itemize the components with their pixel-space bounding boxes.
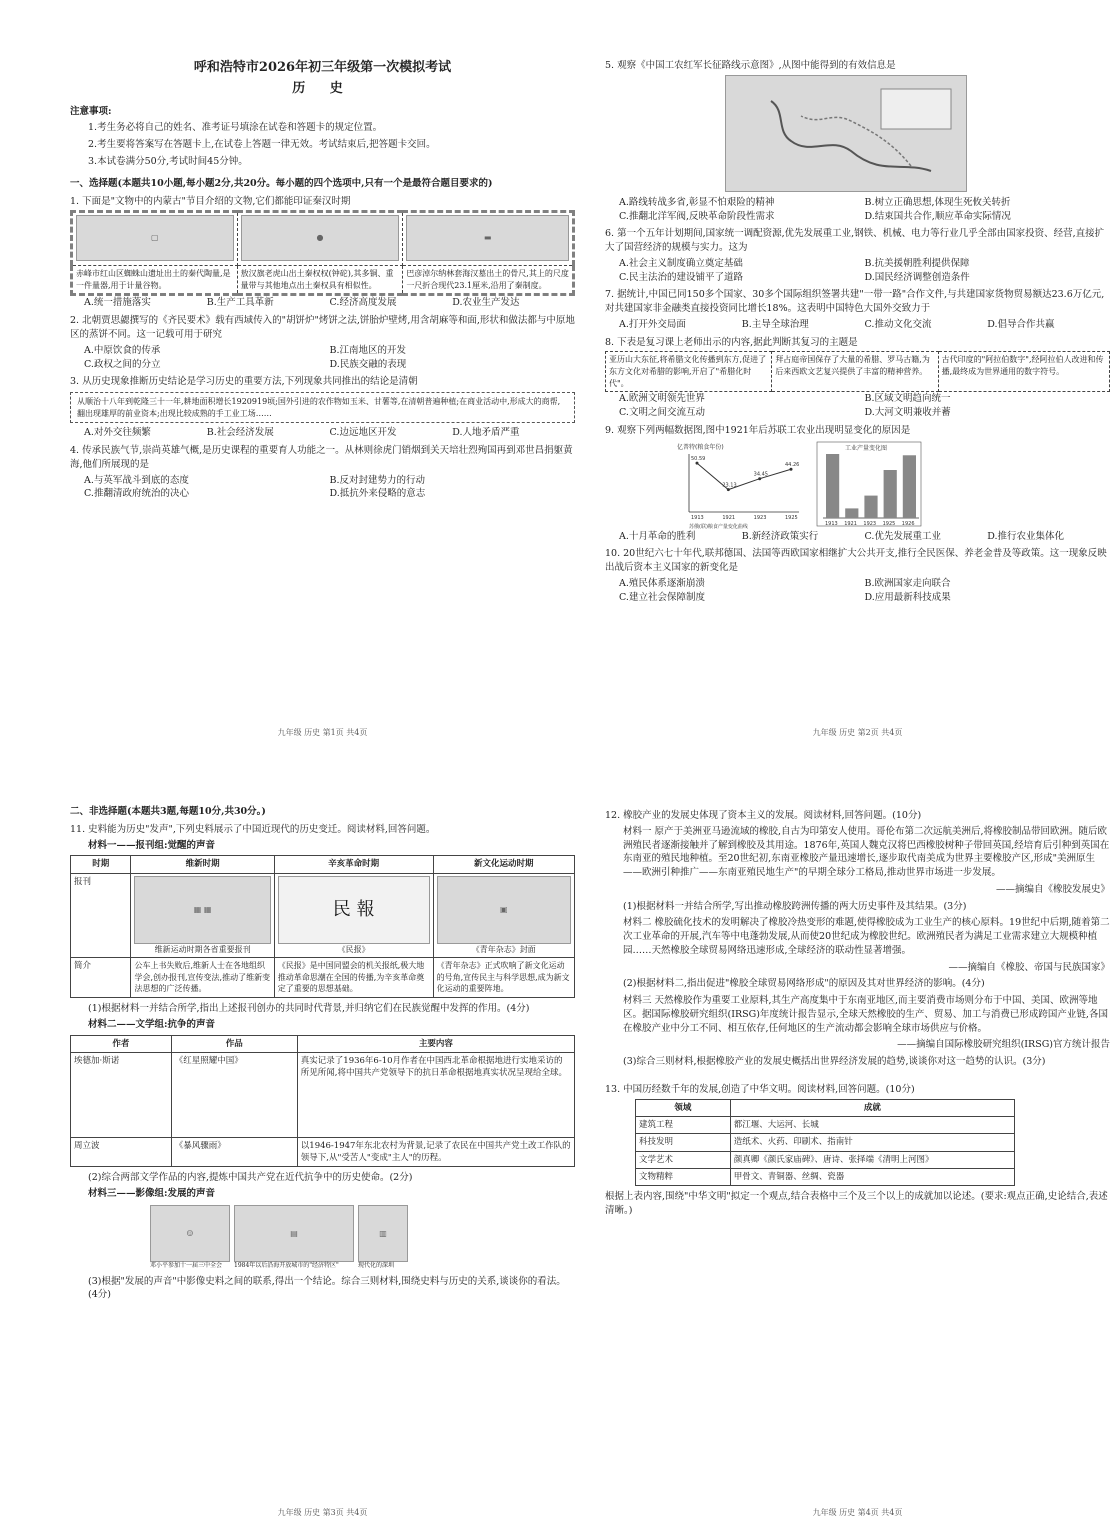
option[interactable]: C.边远地区开发 <box>329 427 397 439</box>
series-line <box>697 463 791 490</box>
x-tick-label: 1913 <box>825 520 838 527</box>
map-icon <box>731 81 961 186</box>
question-1: 1. 下面是"文物中的内蒙古"节目介绍的文物,它们都能印证秦汉时期 <box>70 195 351 207</box>
exam-title: 呼和浩特市2026年初三年级第一次模拟考试 <box>193 60 452 75</box>
long-march-map-image <box>725 75 967 192</box>
caption: 邓小平参加十一届三中全会 <box>150 1261 223 1269</box>
caption: 维新运动时期各省重要报刊 <box>154 944 251 954</box>
option[interactable]: B.反对封建势力的行动 <box>329 474 426 486</box>
bar <box>903 455 916 518</box>
q8-table <box>605 351 1110 392</box>
caption: 《民报》 <box>337 944 370 954</box>
cell: 周立波 <box>71 1137 172 1167</box>
option[interactable]: B.新经济政策实行 <box>741 530 819 542</box>
q8-cell-1: 亚历山大东征,将希腊文化传播到东方,促进了东方文化对希腊的影响,开启了"希腊化时代"。 <box>606 352 772 392</box>
question-11-1: (1)根据材料一并结合所学,指出上述报刊创办的共同时代背景,并归纳它们在民族觉醒中发挥的作用。(4分) <box>88 1002 530 1014</box>
table-header: 主要内容 <box>297 1035 574 1052</box>
cell: 《红星照耀中国》 <box>171 1052 297 1137</box>
table-header: 领域 <box>636 1099 731 1116</box>
table-header: 维新时期 <box>131 856 274 873</box>
data-label: 44.26 <box>785 461 800 468</box>
table-header: 作者 <box>71 1035 172 1052</box>
youth-magazine-image: ▣ <box>437 876 571 944</box>
q6-options <box>605 257 1110 285</box>
x-tick-label: 1921 <box>844 520 857 527</box>
industrial-output-bar-chart <box>815 440 925 530</box>
option[interactable]: A.社会主义制度确立奠定基础 <box>619 257 743 269</box>
option[interactable]: C.民主法治的建设铺平了道路 <box>619 271 743 283</box>
shenzhen-photo: ▥ <box>358 1205 408 1262</box>
option[interactable]: D.推行农业集体化 <box>987 530 1065 542</box>
q1-cell-3: 巴彦淖尔纳林套海汉墓出土的骨尺,其上的尺度一尺折合现代23.1厘米,沿用了秦制度。 <box>403 266 574 295</box>
option[interactable]: A.对外交往频繁 <box>84 427 151 439</box>
cell: 科技发明 <box>636 1134 731 1151</box>
x-tick-label: 1925 <box>882 520 896 527</box>
option[interactable]: C.文明之间交流互动 <box>619 406 705 418</box>
question-10: 10. 20世纪六七十年代,联邦德国、法国等西欧国家相继扩大公共开支,推行全民医保、养老金普及等政策。这一现象反映出战后资本主义国家的新变化是 <box>605 548 1107 574</box>
q1-artifact-table <box>70 210 575 296</box>
deng-photo: ☺ <box>150 1205 230 1262</box>
question-13-text: 根据上表内容,围绕"中华文明"拟定一个观点,结合表格中三个及三个以上的成就加以论述。(要求:观点正确,史论结合,表述清晰。) <box>605 1191 1108 1217</box>
data-label: 23.13 <box>722 482 737 489</box>
question-11-3: (3)根据"发展的声音"中影像史料之间的联系,得出一个结论。综合三则材料,围绕史料与历史的关系,谈谈你的看法。(4分) <box>88 1275 566 1301</box>
intro-cell: 公车上书失败后,维新人士在各地组织学会,创办报刊,宣传变法,推动了维新变法思想的广泛传播。 <box>131 958 274 998</box>
page-4 <box>605 805 1110 1525</box>
q2-options <box>70 344 575 372</box>
photo-card <box>358 1205 408 1271</box>
option[interactable]: C.政权之间的分立 <box>84 358 161 370</box>
q1-cell-2: 敖汉旗老虎山出土秦权权(钟砣),其多铜、重量带与其他地点出土秦权具有相似性。 <box>237 266 403 295</box>
q8-cell-3: 古代印度的"阿拉伯数字",经阿拉伯人改进和传播,最终成为世界通用的数字符号。 <box>938 352 1109 392</box>
q9-options <box>605 530 1110 544</box>
caption: 《青年杂志》封面 <box>471 944 536 954</box>
table-row <box>636 1117 1015 1134</box>
option[interactable]: A.路线转战多省,彰显不怕艰险的精神 <box>619 196 775 208</box>
table-row <box>71 1137 575 1167</box>
bone-ruler-image: ▬ <box>406 215 569 261</box>
photo-card <box>150 1205 230 1271</box>
x-tick-label: 1923 <box>753 514 767 521</box>
option[interactable]: D.应用最新科技成果 <box>864 591 951 603</box>
table-header: 时期 <box>71 856 131 873</box>
page-footer: 九年级 历史 第2页 共4页 <box>812 728 903 738</box>
page-2 <box>605 55 1110 745</box>
option[interactable]: C.推动文化交流 <box>864 318 932 330</box>
q8-options <box>605 392 1110 420</box>
option[interactable]: A.十月革命的胜利 <box>619 530 696 542</box>
option[interactable]: D.抵抗外来侵略的意志 <box>329 488 426 500</box>
material-1-table <box>70 855 575 998</box>
cell: 都江堰、大运河、长城 <box>730 1117 1014 1134</box>
material-1-text: 材料一 原产于美洲亚马逊流域的橡胶,自古为印第安人使用。哥伦布第二次远航美洲后,将橡胶制品带回欧洲。随后欧洲殖民者逐渐接触并了解到橡胶及其用途。1876年,英国人魏克汉将巴西橡胶树种子带回英国,经培育后引种到英国在东南亚的殖民地种植。至20世纪初,东南亚橡胶产量迅速增长,逐步取代南美成为世界主要橡胶产区,形成"美洲原生——欧洲引种推广——东南亚殖民地生产"的早期全球分工格局,推动世界市场进一步发展。 <box>623 825 1110 879</box>
question-8: 8. 下表是复习课上老师出示的内容,据此判断其复习的主题是 <box>605 336 858 348</box>
notice-1: 1.考生务必将自己的姓名、准考证号填涂在试卷和答题卡的规定位置。 <box>88 122 383 134</box>
option[interactable]: D.民族交融的表现 <box>329 358 407 370</box>
q4-options <box>70 474 575 502</box>
table-header: 新文化运动时期 <box>433 856 574 873</box>
grain-output-line-chart <box>675 440 805 530</box>
data-label: 34.45 <box>753 471 768 478</box>
intro-cell: 《民报》是中国同盟会的机关报纸,极大地推动革命思潮在全国的传播,为辛亥革命奠定了重要的思想基础。 <box>274 958 433 998</box>
page-footer: 九年级 历史 第4页 共4页 <box>812 1508 903 1518</box>
q8-cell-2: 拜占庭帝国保存了大量的希腊、罗马古籍,为后来西欧文艺复兴提供了丰富的精神营养。 <box>772 352 938 392</box>
table-header: 作品 <box>171 1035 297 1052</box>
section-1-heading: 一、选择题(本题共10小题,每小题2分,共20分。每小题的四个选项中,只有一个是最符合题目要求的) <box>70 177 493 189</box>
option[interactable]: A.中原饮食的传承 <box>84 344 161 356</box>
question-12-1: (1)根据材料一并结合所学,写出推动橡胶跨洲传播的两大历史事件及其结果。(3分) <box>623 900 967 912</box>
option[interactable]: B.树立正确思想,体现生死攸关转折 <box>864 196 1011 208</box>
cell: 埃德加·斯诺 <box>71 1052 172 1137</box>
notice-2: 2.考生要将答案写在答题卡上,在试卷上答题一律无效。考试结束后,把答题卡交回。 <box>88 139 436 151</box>
table-header: 辛亥革命时期 <box>274 856 433 873</box>
bar <box>826 454 839 518</box>
cell: 以1946-1947年东北农村为背景,记录了农民在中国共产党土改工作队的领导下,从"受苦人"变成"主人"的历程。 <box>297 1137 574 1167</box>
option[interactable]: D.国民经济调整创造条件 <box>864 271 970 283</box>
cell: 真实记录了1936年6-10月作者在中国西北革命根据地进行实地采访的所见所闻,将中国共产党领导下的抗日革命根据地真实状况呈现给全球。 <box>297 1052 574 1137</box>
question-12-3: (3)综合三则材料,根据橡胶产业的发展史概括出世界经济发展的趋势,谈谈你对这一趋势的认识。(3分) <box>623 1056 1046 1068</box>
option[interactable]: B.江南地区的开发 <box>329 344 407 356</box>
min-bao-image <box>278 876 430 944</box>
option[interactable]: D.结束国共合作,顺应革命实际情况 <box>864 210 1011 222</box>
sez-photo: ▤ <box>234 1205 354 1262</box>
cell: 造纸术、火药、印刷术、指南针 <box>730 1134 1014 1151</box>
option[interactable]: B.区域文明趋向统一 <box>864 393 951 405</box>
notice-title: 注意事项: <box>70 105 112 117</box>
bar <box>845 508 858 518</box>
table-row <box>636 1151 1015 1168</box>
q13-table <box>635 1099 1015 1187</box>
page-3 <box>70 805 575 1525</box>
option[interactable]: C.推翻清政府统治的决心 <box>84 488 189 500</box>
option[interactable]: D.农业生产发达 <box>452 297 520 309</box>
chart-title: 工业产量变化图 <box>845 444 888 452</box>
option[interactable]: B.主导全球治理 <box>741 318 809 330</box>
cell: 甲骨文、青铜器、丝绸、瓷器 <box>730 1169 1014 1186</box>
material-source: ——摘编自《橡胶、帝国与民族国家》 <box>948 961 1110 973</box>
material-3-photos <box>150 1205 575 1271</box>
photo-card <box>234 1205 354 1271</box>
row-label: 简介 <box>71 958 131 998</box>
x-tick-label: 1926 <box>901 520 915 527</box>
notice-3: 3.本试卷满分50分,考试时间45分钟。 <box>88 155 248 167</box>
option[interactable]: A.殖民体系逐渐崩溃 <box>619 577 705 589</box>
q1-options <box>70 296 575 310</box>
question-12-2: (2)根据材料二,指出促进"橡胶全球贸易网络形成"的原因及其对世界经济的影响。(4分) <box>623 978 985 990</box>
chart-title: 亿普特(粮食年份) <box>677 443 724 451</box>
material-3-text: 材料三 天然橡胶作为重要工业原料,其生产高度集中于东南亚地区,而主要消费市场则分布于中国、美国、欧洲等地区。据国际橡胶研究组织(IRSG)年度统计报告显示,全球天然橡胶的生产、贸易、加工与消费已形成跨国产业链,各国在橡胶产业中分工不同、相互依存,任何地区的生产流动都会影响全球市场供应与价格。 <box>623 995 1108 1034</box>
material-source: ——摘编自《橡胶发展史》 <box>995 883 1110 895</box>
question-12: 12. 橡胶产业的发展史体现了资本主义的发展。阅读材料,回答问题。(10分) <box>605 810 922 821</box>
table-row <box>636 1169 1015 1186</box>
cell: 文学艺术 <box>636 1151 731 1168</box>
section-2-heading: 二、非选择题(本题共3题,每题10分,共30分。) <box>70 806 266 817</box>
option[interactable]: B.社会经济发展 <box>206 427 274 439</box>
page-footer: 九年级 历史 第3页 共4页 <box>277 1508 368 1518</box>
option[interactable]: D.人地矛盾严重 <box>452 427 520 439</box>
q9-charts <box>675 440 1110 530</box>
q1-cell-1: 赤峰市红山区蜘蛛山遗址出土的秦代陶量,是一件量器,用于计量谷物。 <box>72 266 238 295</box>
table-row <box>636 1134 1015 1151</box>
option[interactable]: B.抗美援朝胜利提供保障 <box>864 257 970 269</box>
material-1-title: 材料一——报刊组:觉醒的声音 <box>88 839 216 851</box>
option[interactable]: B.欧洲国家走向联合 <box>864 577 951 589</box>
x-tick-label: 1913 <box>691 514 704 521</box>
question-9: 9. 观察下列两幅数据图,图中1921年后苏联工农业出现明显变化的原因是 <box>605 424 911 436</box>
reform-newspapers-image: ▦ ▦ <box>134 876 270 944</box>
page-1 <box>70 55 575 745</box>
table-row <box>71 1052 575 1137</box>
material-2-table <box>70 1035 575 1168</box>
q3-options <box>70 426 575 440</box>
exam-subject: 历 史 <box>292 80 353 96</box>
bar <box>864 495 877 517</box>
cell: 文物精粹 <box>636 1169 731 1186</box>
option[interactable]: C.经济高度发展 <box>329 297 397 309</box>
option[interactable]: C.推翻北洋军阀,反映革命阶段性需求 <box>619 210 775 222</box>
x-tick-label: 1921 <box>722 514 736 521</box>
q7-options <box>605 318 1110 332</box>
data-label: 50.59 <box>691 455 706 462</box>
option[interactable]: B.生产工具革新 <box>206 297 274 309</box>
question-7: 7. 据统计,中国已同150多个国家、30多个国际组织签署共建"一带一路"合作文件,与共建国家货物贸易额达23.6万亿元,对共建国家非金融类直接投资同比增长18%。这表明中国特色大国外交致力于 <box>605 289 1105 315</box>
option[interactable]: D.倡导合作共赢 <box>987 318 1055 330</box>
row-label: 报刊 <box>71 873 131 958</box>
cell: 颜真卿《颜氏家庙碑》、唐诗、张择端《清明上河图》 <box>730 1151 1014 1168</box>
question-4: 4. 传承民族气节,崇尚英雄气概,是历史课程的重要育人功能之一。从林则徐虎门销烟到关天培壮烈殉国再到邓世昌捐躯黄海,他们所展现的是 <box>70 445 573 470</box>
question-11-2: (2)综合两部文学作品的内容,提炼中国共产党在近代抗争中的历史使命。(2分) <box>88 1172 413 1184</box>
cell: 建筑工程 <box>636 1117 731 1134</box>
question-11: 11. 史料能为历史"发声",下列史料展示了中国近现代的历史变迁。阅读材料,回答问题。 <box>70 823 436 835</box>
bronze-weight-image: ● <box>241 215 400 261</box>
page-footer: 九年级 历史 第1页 共4页 <box>277 728 368 738</box>
material-source: ——摘编自国际橡胶研究组织(IRSG)官方统计报告 <box>897 1039 1110 1051</box>
option[interactable]: A.打开外交局面 <box>619 318 686 330</box>
min-bao-title: 民 報 <box>332 898 375 920</box>
pottery-image: ▢ <box>76 215 234 261</box>
material-2-title: 材料二——文学组:抗争的声音 <box>88 1018 216 1030</box>
option[interactable]: A.统一措施落实 <box>84 297 151 309</box>
question-13: 13. 中国历经数千年的发展,创造了中华文明。阅读材料,回答问题。(10分) <box>605 1084 915 1096</box>
option[interactable]: D.大河文明兼收并蓄 <box>864 406 951 418</box>
question-2: 2. 北朝贾思勰撰写的《齐民要术》载有西域传入的"胡饼炉"烤饼之法,饼胎炉壁烤,用含胡麻等和面,形状和做法都与中原地区的蒸饼不同。这一记载可用于研究 <box>70 315 575 340</box>
cell: 《暴风骤雨》 <box>171 1137 297 1167</box>
option[interactable]: A.与英军战斗到底的态度 <box>84 474 189 486</box>
q5-options <box>605 196 1110 224</box>
caption: 现代化的深圳 <box>358 1261 395 1269</box>
option[interactable]: C.建立社会保障制度 <box>619 591 705 603</box>
bar <box>884 470 897 518</box>
question-6: 6. 第一个五年计划期间,国家统一调配资源,优先发展重工业,钢铁、机械、电力等行业几乎全部由国家投资、经营,直接扩大了国营经济的规模与实力。这为 <box>605 228 1105 254</box>
option[interactable]: A.欧洲文明领先世界 <box>619 393 705 405</box>
material-2-text: 材料二 橡胶硫化技术的发明解决了橡胶冷热变形的难题,使得橡胶成为工业生产的核心原料。19世纪中后期,随着第二次工业革命的开展,汽车等中电蓬勃发展,从而使20世纪成为橡胶世纪。欧洲殖民者为满足工业需求建立大规模种植园……天然橡胶全球贸易网络迅速形成,全球经济的联动性显著增强。 <box>623 917 1110 956</box>
caption: 1984年以后沿海开放城市的"经济特区" <box>234 1261 339 1269</box>
x-tick-label: 1925 <box>785 514 798 521</box>
q10-options <box>605 577 1110 605</box>
material-3-title: 材料三——影像组:发展的声音 <box>88 1188 216 1200</box>
x-axis-label: 苏俄(联)粮食产量变化曲线 <box>689 523 748 530</box>
intro-cell: 《青年杂志》正式吹响了新文化运动的号角,宣传民主与科学思想,成为新文化运动的重要阵地。 <box>433 958 574 998</box>
question-5: 5. 观察《中国工农红军长征路线示意图》,从图中能得到的有效信息是 <box>605 60 896 71</box>
x-tick-label: 1923 <box>863 520 877 527</box>
option[interactable]: C.优先发展重工业 <box>864 530 941 542</box>
q3-material-box: 从顺治十八年到乾隆三十一年,耕地面积增长1920919顷;国外引进的农作物如玉米、甘薯等,在清朝普遍种植;在商业活动中,形成大的商帮,翻出现雄厚的前业资本;出现比较成熟的手工业工场…… <box>70 392 575 423</box>
table-header: 成就 <box>730 1099 1014 1116</box>
question-3: 3. 从历史现象推断历史结论是学习历史的重要方法,下列现象共同推出的结论是清朝 <box>70 376 418 388</box>
